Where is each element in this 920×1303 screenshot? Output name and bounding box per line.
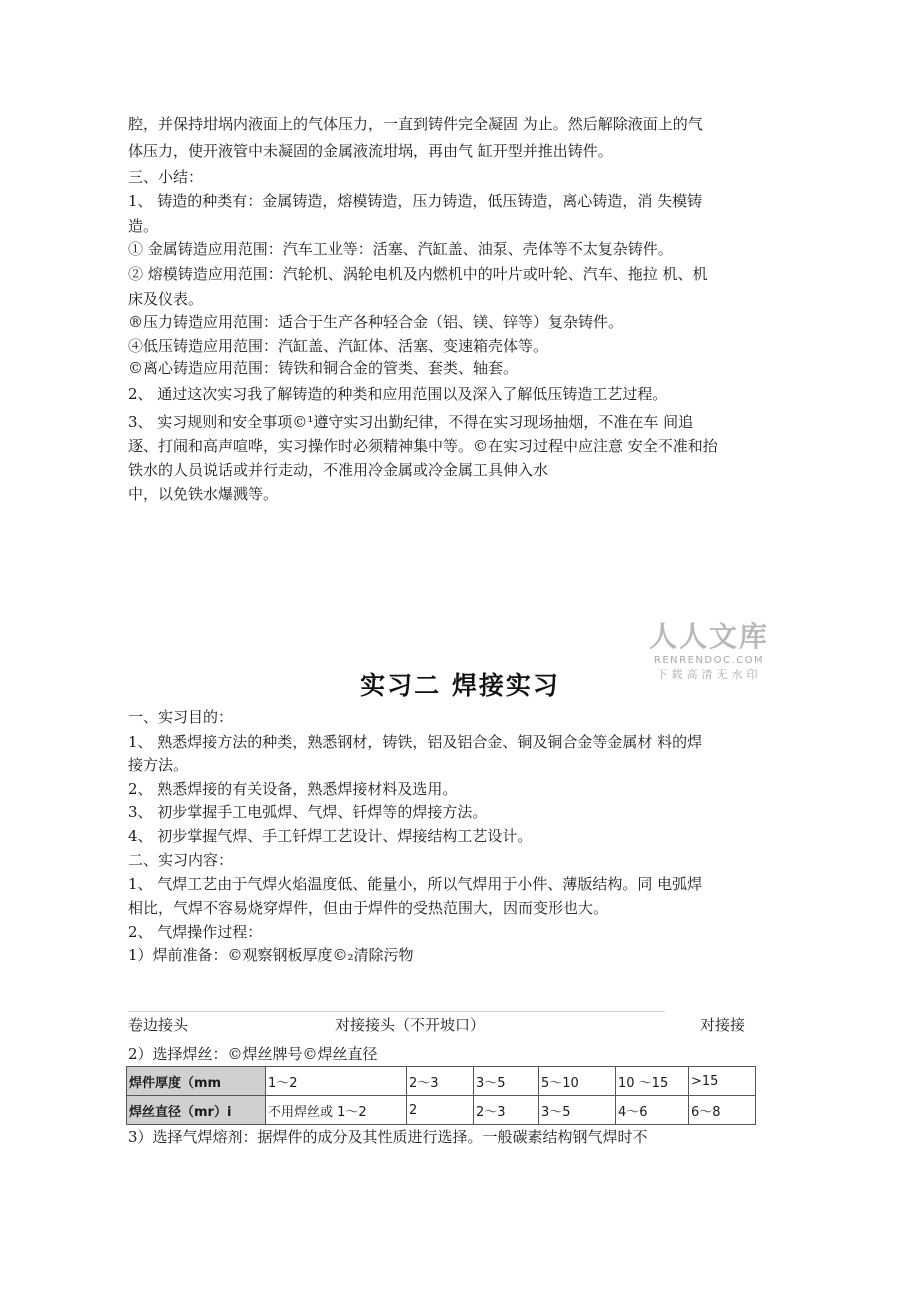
table-cell: 5〜10	[539, 1067, 616, 1096]
paragraph-line: 造。	[128, 217, 159, 235]
paragraph-line: 1、 气焊工艺由于气焊火焰温度低、能量小，所以气焊用于小件、薄版结构。同 电弧焊	[128, 875, 703, 893]
paragraph-line: 1）焊前准备：©观察钢板厚度©₂清除污物	[128, 946, 414, 964]
welding-wire-table	[126, 1066, 756, 1125]
table-cell: 焊丝直径（mr）i	[127, 1096, 266, 1125]
paragraph-line: 接方法。	[128, 756, 189, 774]
paragraph-line: 1、 铸造的种类有：金属铸造，熔模铸造，压力铸造，低压铸造，离心铸造，消 失模铸	[128, 192, 703, 210]
section-heading: 三、小结：	[128, 168, 204, 186]
table-cell: 2〜3	[474, 1096, 539, 1125]
paragraph-line: ② 熔模铸造应用范围：汽轮机、涡轮电机及内燃机中的叶片或叶轮、汽车、拖拉 机、机	[128, 265, 708, 283]
paragraph-line: 相比，气焊不容易烧穿焊件，但由于焊件的受热范围大，因而变形也大。	[128, 899, 609, 917]
table-cell: >15	[689, 1067, 756, 1096]
paragraph-line: 体压力，使开液管中未凝固的金属液流坩埚，再由气 缸开型并推出铸件。	[128, 142, 613, 160]
table-cell: 2〜3	[407, 1067, 474, 1096]
table-row	[127, 1067, 756, 1096]
section-title: 实习二 焊接实习	[360, 671, 560, 700]
table-cell: 10 〜15	[616, 1067, 689, 1096]
table-cell: 4〜6	[616, 1096, 689, 1125]
watermark-main: 人人文库	[648, 620, 769, 653]
divider	[128, 1011, 665, 1012]
paragraph-line: 2、 气焊操作过程：	[128, 923, 263, 941]
paragraph-line: 铁水的人员说话或并行走动，不准用冷金属或冷金属工具伸入水	[128, 461, 549, 479]
watermark-tagline: 下载高清无水印	[656, 668, 762, 681]
paragraph-line: 1、 熟悉焊接方法的种类，熟悉钢材，铸铁，铝及铝合金、铜及铜合金等金属材 料的焊	[128, 733, 703, 751]
paragraph-line: ©离心铸造应用范围：铸铁和铜合金的管类、套类、轴套。	[128, 359, 519, 377]
paragraph-line: ®压力铸造应用范围：适合于生产各种轻合金（铝、镁、锌等）复杂铸件。	[128, 313, 624, 331]
paragraph-line: ④低压铸造应用范围：汽缸盖、汽缸体、活塞、变速箱壳体等。	[128, 337, 549, 355]
joint-label-butt-2: 对接接	[700, 1016, 746, 1034]
table-row	[127, 1096, 756, 1125]
paragraph-line: 3、 实习规则和安全事项©¹遵守实习出勤纪律，不得在实习现场抽烟，不准在车 间追	[128, 413, 694, 431]
section-heading: 一、实习目的：	[128, 708, 234, 726]
table-cell: 不用焊丝或 1〜2	[266, 1096, 407, 1125]
paragraph-line: 腔，并保持坩埚内液面上的气体压力，一直到铸件完全凝固 为止。然后解除液面上的气	[128, 115, 703, 133]
joint-label-flange: 卷边接头	[128, 1016, 189, 1034]
paragraph-line: 2）选择焊丝：©焊丝牌号©焊丝直径	[128, 1045, 378, 1063]
table-cell: 1〜2	[266, 1067, 407, 1096]
paragraph-line: 3、 初步掌握手工电弧焊、气焊、钎焊等的焊接方法。	[128, 803, 488, 821]
table-cell: 焊件厚度（mm	[127, 1067, 266, 1096]
table-cell: 3〜5	[474, 1067, 539, 1096]
paragraph-line: 2、 熟悉焊接的有关设备，熟悉焊接材料及选用。	[128, 780, 458, 798]
paragraph-line: ① 金属铸造应用范围：汽车工业等：活塞、汽缸盖、油泵、壳体等不太复杂铸件。	[128, 240, 673, 258]
paragraph-line: 3）选择气焊熔剂：据焊件的成分及其性质进行选择。一般碳素结构钢气焊时不	[128, 1128, 648, 1146]
table-cell: 3〜5	[539, 1096, 616, 1125]
table-cell: 6〜8	[689, 1096, 756, 1125]
paragraph-line: 中，以免铁水爆溅等。	[128, 485, 279, 503]
section-heading: 二、实习内容：	[128, 851, 234, 869]
joint-label-butt: 对接接头（不开坡口）	[335, 1016, 486, 1034]
paragraph-line: 2、 通过这次实习我了解铸造的种类和应用范围以及深入了解低压铸造工艺过程。	[128, 385, 668, 403]
table-cell: 2	[407, 1096, 474, 1125]
paragraph-line: 4、 初步掌握气焊、手工钎焊工艺设计、焊接结构工艺设计。	[128, 827, 533, 845]
watermark-domain: RENRENDOC.COM	[653, 655, 765, 666]
paragraph-line: 逐、打闹和高声喧哗，实习操作时必须精神集中等。©在实习过程中应注意 安全不准和抬	[128, 437, 718, 455]
paragraph-line: 床及仪表。	[128, 290, 204, 308]
